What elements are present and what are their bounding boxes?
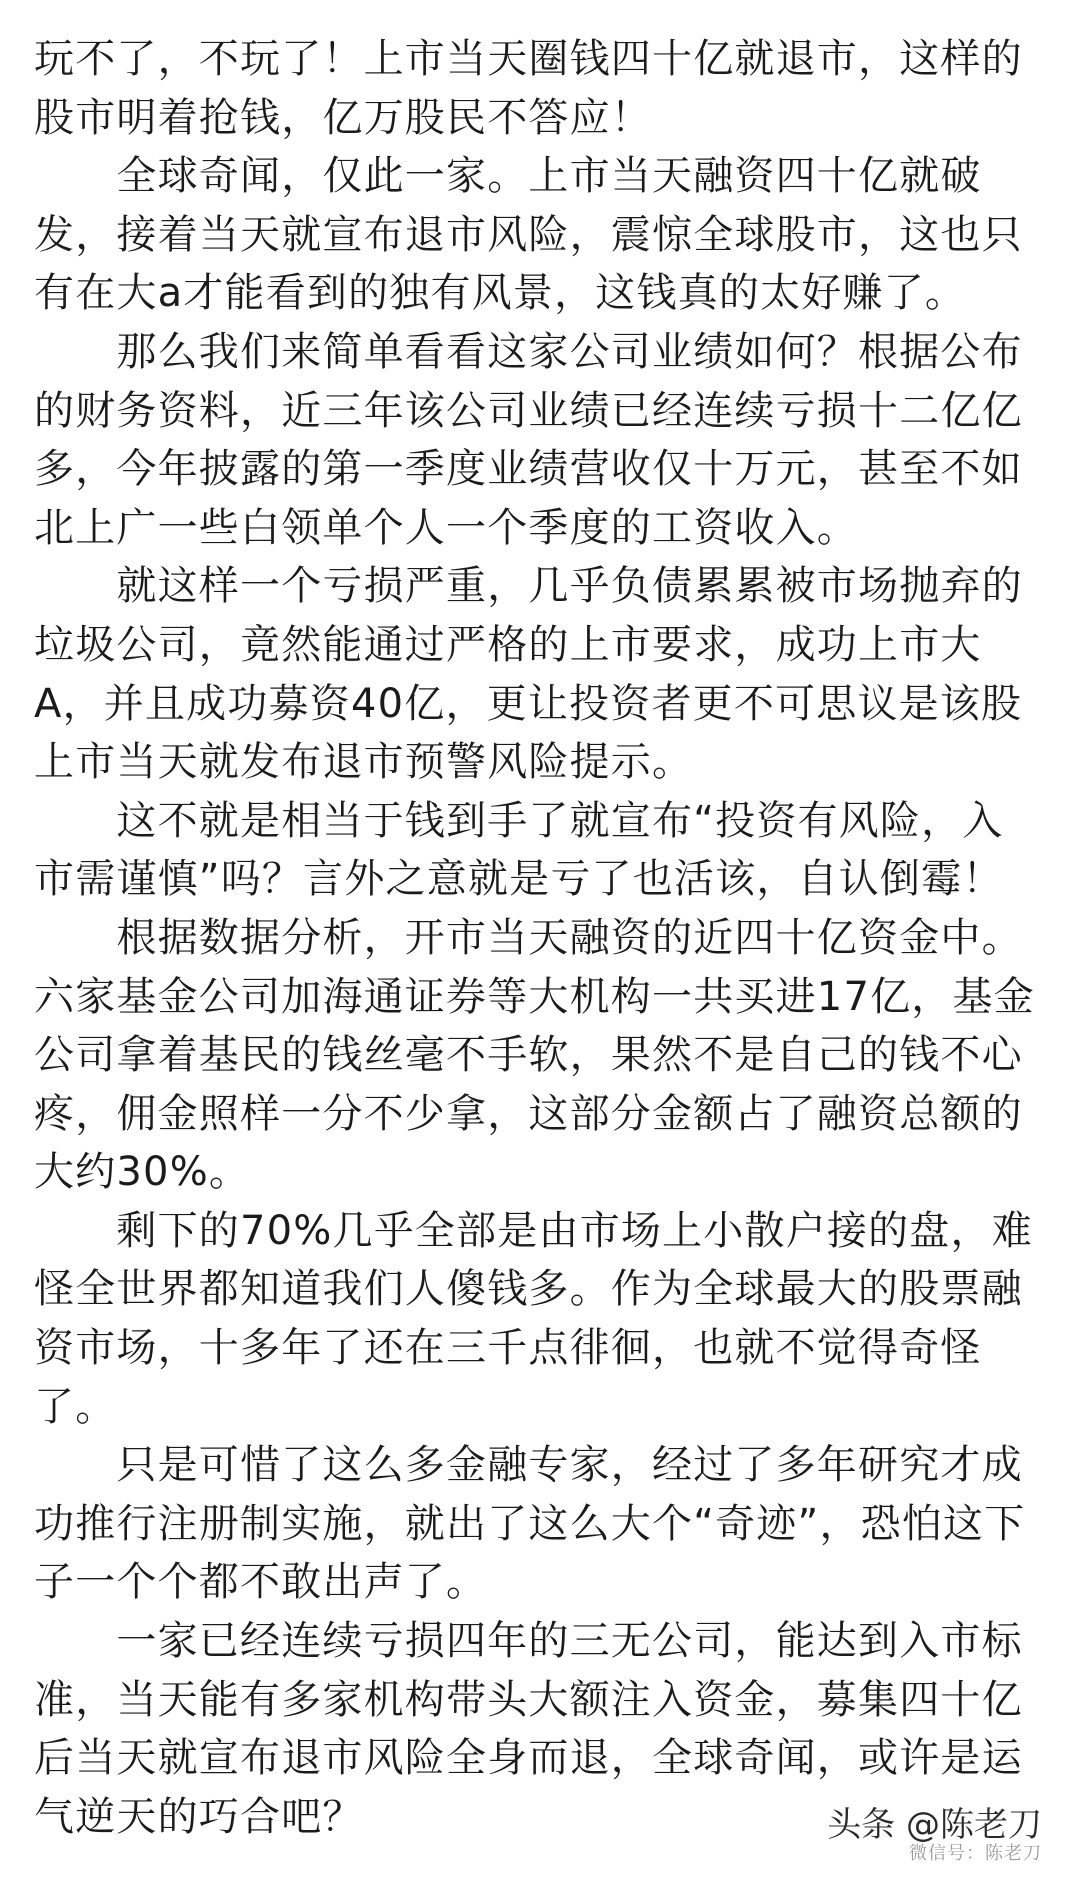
paragraph-9: 一家已经连续亏损四年的三无公司，能达到入市标准，当天能有多家机构带头大额注入资金，募集四十亿后当天就宣布退市风险全身而退，全球奇闻，或许是运气逆天的巧合吧？ (34, 1618, 1023, 1840)
paragraph-3: 那么我们来简单看看这家公司业绩如何？根据公布的财务资料，近三年该公司业绩已经连续亏损十二亿亿多，今年披露的第一季度业绩营收仅十万元，甚至不如北上广一些白领单个人一个季度的工资收入。 (34, 328, 1023, 551)
watermark-platform: 头条 @陈老刀 (827, 1805, 1042, 1845)
paragraph-2: 全球奇闻，仅此一家。上市当天融资四十亿就破发，接着当天就宣布退市风险，震惊全球股市，这也只有在大a才能看到的独有风景，这钱真的太好赚了。 (34, 153, 1023, 317)
paragraph-7: 剩下的70%几乎全部是由市场上小散户接的盘，难怪全世界都知道我们人傻钱多。作为全球最大的股票融资市场，十多年了还在三千点徘徊，也就不觉得奇怪了。 (34, 1207, 1033, 1430)
watermark-sub: 微信号：陈老刀 (909, 1843, 1042, 1864)
paragraph-1: 玩不了，不玩了！上市当天圈钱四十亿就退市，这样的股市明着抢钱，亿万股民不答应！ (34, 36, 1023, 141)
watermark (823, 1804, 1046, 1866)
paragraph-4: 就这样一个亏损严重，几乎负债累累被市场抛弃的垃圾公司，竟然能通过严格的上市要求，成功上市大A，并且成功募资40亿，更让投资者更不可思议是该股上市当天就发布退市预警风险提示。 (34, 563, 1023, 786)
paragraph-6: 根据数据分析，开市当天融资的近四十亿资金中。六家基金公司加海通证券等大机构一共买进17亿，基金公司拿着基民的钱丝毫不手软，果然不是自己的钱不心疼，佣金照样一分不少拿，这部分金额占了融资总额的大约30%。 (34, 914, 1035, 1196)
paragraph-5: 这不就是相当于钱到手了就宣布“投资有风险，入市需谨慎”吗？言外之意就是亏了也活该，自认倒霉！ (34, 797, 1004, 903)
paragraph-8: 只是可惜了这么多金融专家，经过了多年研究才成功推行注册制实施，就出了这么大个“奇迹”，恐怕这下子一个个都不敢出声了。 (34, 1442, 1026, 1606)
